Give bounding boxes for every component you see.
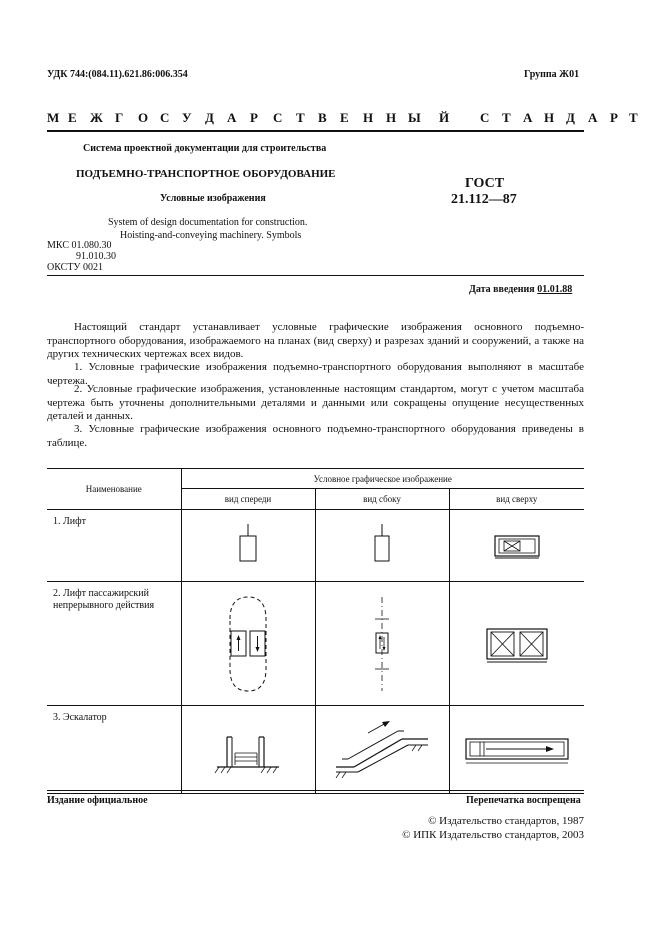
intro-date-label: Дата введения	[469, 284, 535, 295]
banner-letter: М	[47, 110, 60, 125]
okstu-code: ОКСТУ 0021	[47, 262, 104, 273]
banner-letter: Г	[115, 110, 124, 125]
escalator-front-symbol	[181, 706, 315, 794]
paragraph-1: 1. Условные графические изображения подъемно-транспортного оборудования выполняют в масштабе чертежа.	[47, 361, 584, 387]
header-symbol-group: Условное графическое изображение	[181, 469, 584, 489]
header-top-view: вид сверху	[449, 489, 584, 510]
mks-code-1: МКС 01.080.30	[47, 240, 112, 251]
row-name-paternoster: 2. Лифт пассажирский непрерывного действия	[47, 582, 181, 706]
document-title: ПОДЪЕМНО-ТРАНСПОРТНОЕ ОБОРУДОВАНИЕ	[76, 168, 336, 180]
group-code: Группа Ж01	[524, 69, 580, 80]
row-name-lift: 1. Лифт	[47, 510, 181, 582]
banner-letter: Ы	[408, 110, 421, 125]
gost-number: 21.112—87	[451, 192, 517, 207]
intro-date	[469, 284, 572, 295]
paternoster-side-drawing	[362, 589, 402, 699]
table-row	[47, 706, 584, 794]
gost-label: ГОСТ	[465, 176, 505, 191]
banner-letter: Н	[544, 110, 555, 125]
header-front-view: вид спереди	[181, 489, 315, 510]
banner-letter: Д	[566, 110, 575, 125]
edition-label: Издание официальное	[47, 795, 148, 806]
banner-letter: Н	[386, 110, 397, 125]
paragraph-2: 2. Условные графические изображения, установленные настоящим стандартом, могут с учетом масштаба чертежа быть уточнены дополнительными деталями и данными или сокращены опущение несущественных деталей и данных.	[47, 383, 584, 422]
lift-top-drawing	[487, 516, 547, 576]
banner-letter: Р	[250, 110, 258, 125]
banner-letter: Т	[629, 110, 638, 125]
english-title-2: Hoisting-and-conveying machinery. Symbols	[120, 230, 302, 241]
english-title-1: System of design documentation for construction.	[108, 217, 308, 228]
standard-banner	[47, 110, 638, 128]
symbols-table	[47, 468, 584, 794]
banner-letter: Р	[610, 110, 618, 125]
header-name: Наименование	[47, 469, 181, 510]
paragraph-intro: Настоящий стандарт устанавливает условные графические изображения основного подъемно-транспортного оборудования, изображаемого на планах (вид сверху) и разрезах зданий и сооружений, а также на других технических чертежах всех видов.	[47, 321, 584, 360]
paternoster-front-drawing	[218, 589, 278, 699]
lift-side-drawing	[362, 516, 402, 576]
banner-letter: А	[227, 110, 237, 125]
banner-letter: О	[138, 110, 149, 125]
intro-date-value: 01.01.88	[537, 284, 573, 295]
document-subtitle: Условные изображения	[160, 193, 266, 204]
reprint-notice: Перепечатка воспрещена	[466, 795, 581, 806]
paragraph-3: 3. Условные графические изображения основного подъемно-транспортного оборудования приведены в таблице.	[47, 423, 584, 449]
paternoster-top-drawing	[482, 589, 552, 699]
banner-letter: Е	[68, 110, 77, 125]
banner-rule	[47, 130, 584, 132]
banner-letter: А	[588, 110, 598, 125]
banner-letter: Ж	[90, 110, 103, 125]
banner-letter: Т	[502, 110, 511, 125]
escalator-top-symbol	[449, 706, 584, 794]
banner-letter: А	[523, 110, 533, 125]
lift-top-symbol	[449, 510, 584, 582]
escalator-top-drawing	[462, 715, 572, 785]
system-line: Система проектной документации для строительства	[83, 143, 327, 154]
udk-code: УДК 744:(084.11).621.86:006.354	[47, 69, 188, 80]
table-row	[47, 510, 584, 582]
banner-letter: Т	[296, 110, 305, 125]
mks-code-2: 91.010.30	[76, 251, 116, 262]
banner-letter: У	[182, 110, 192, 125]
copyright-2003: © ИПК Издательство стандартов, 2003	[402, 829, 584, 841]
lift-front-symbol	[181, 510, 315, 582]
banner-letter: В	[318, 110, 327, 125]
footer-rule	[47, 790, 584, 791]
banner-letter: Д	[205, 110, 214, 125]
lift-front-drawing	[228, 516, 268, 576]
banner-letter: Й	[439, 110, 450, 125]
banner-letter: С	[273, 110, 283, 125]
escalator-side-drawing	[332, 715, 432, 785]
banner-letter: С	[480, 110, 490, 125]
copyright-1987: © Издательство стандартов, 1987	[428, 815, 584, 827]
paternoster-top-symbol	[449, 582, 584, 706]
table-row	[47, 582, 584, 706]
paternoster-front-symbol	[181, 582, 315, 706]
row-name-escalator: 3. Эскалатор	[47, 706, 181, 794]
paternoster-side-symbol	[315, 582, 449, 706]
title-rule	[47, 275, 584, 276]
escalator-side-symbol	[315, 706, 449, 794]
banner-letter: Е	[340, 110, 349, 125]
banner-letter: Н	[363, 110, 374, 125]
lift-side-symbol	[315, 510, 449, 582]
header-side-view: вид сбоку	[315, 489, 449, 510]
escalator-front-drawing	[213, 715, 283, 785]
banner-letter: С	[160, 110, 170, 125]
